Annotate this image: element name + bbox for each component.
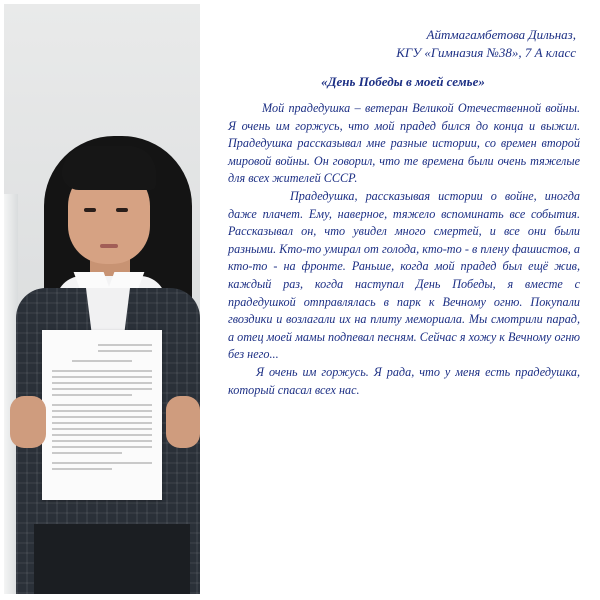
hand-right	[166, 396, 200, 448]
essay-title: «День Победы в моей семье»	[321, 74, 485, 89]
mouth	[100, 244, 118, 248]
paragraph-3: Я очень им горжусь. Я рада, что у меня есть прадедушка, который спасал всех нас.	[228, 364, 580, 397]
essay-document	[206, 0, 600, 600]
paragraph-1: Мой прадедушка – ветеран Великой Отечественной войны. Я очень им горжусь, что мой прадед бился до конца и выжил. Прадедушка рассказывал мне разные истории, со времен второй мировой войны. Он говорил, что те времена были очень тяжелые для всех жителей СССР.	[228, 101, 580, 186]
held-essay-sheet	[42, 330, 162, 500]
skirt	[34, 524, 190, 594]
eye-right	[116, 208, 128, 212]
author-photo	[4, 4, 200, 594]
author-school: КГУ «Гимназия №38», 7 А класс	[396, 45, 576, 60]
author-block	[396, 26, 576, 62]
essay-body	[228, 100, 580, 399]
author-name: Айтмагамбетова Дильназ,	[426, 27, 576, 42]
hand-left	[10, 396, 46, 448]
paragraph-2: Прадедушка, рассказывая истории о войне, иногда даже плачет. Ему, наверное, тяжело вспоминать все события. Рассказывал он, что увидел много смертей, и все они были разными. Кто-то умирал от голода, кто-то - в плену фашистов, а кто-то - на фронте. Раньше, когда мой прадед был ещё жив, каждый раз, когда наступал День Победы, я вместе с прадедушкой отправлялась в парк к Вечному огню. Покупали гвоздики и возлагали их на плиту мемориала. Мы смотрили парад, а отец моей мамы подпевал песням. Сейчас я хожу к Вечному огню без него...	[228, 188, 580, 362]
eye-left	[84, 208, 96, 212]
bangs	[62, 146, 156, 190]
